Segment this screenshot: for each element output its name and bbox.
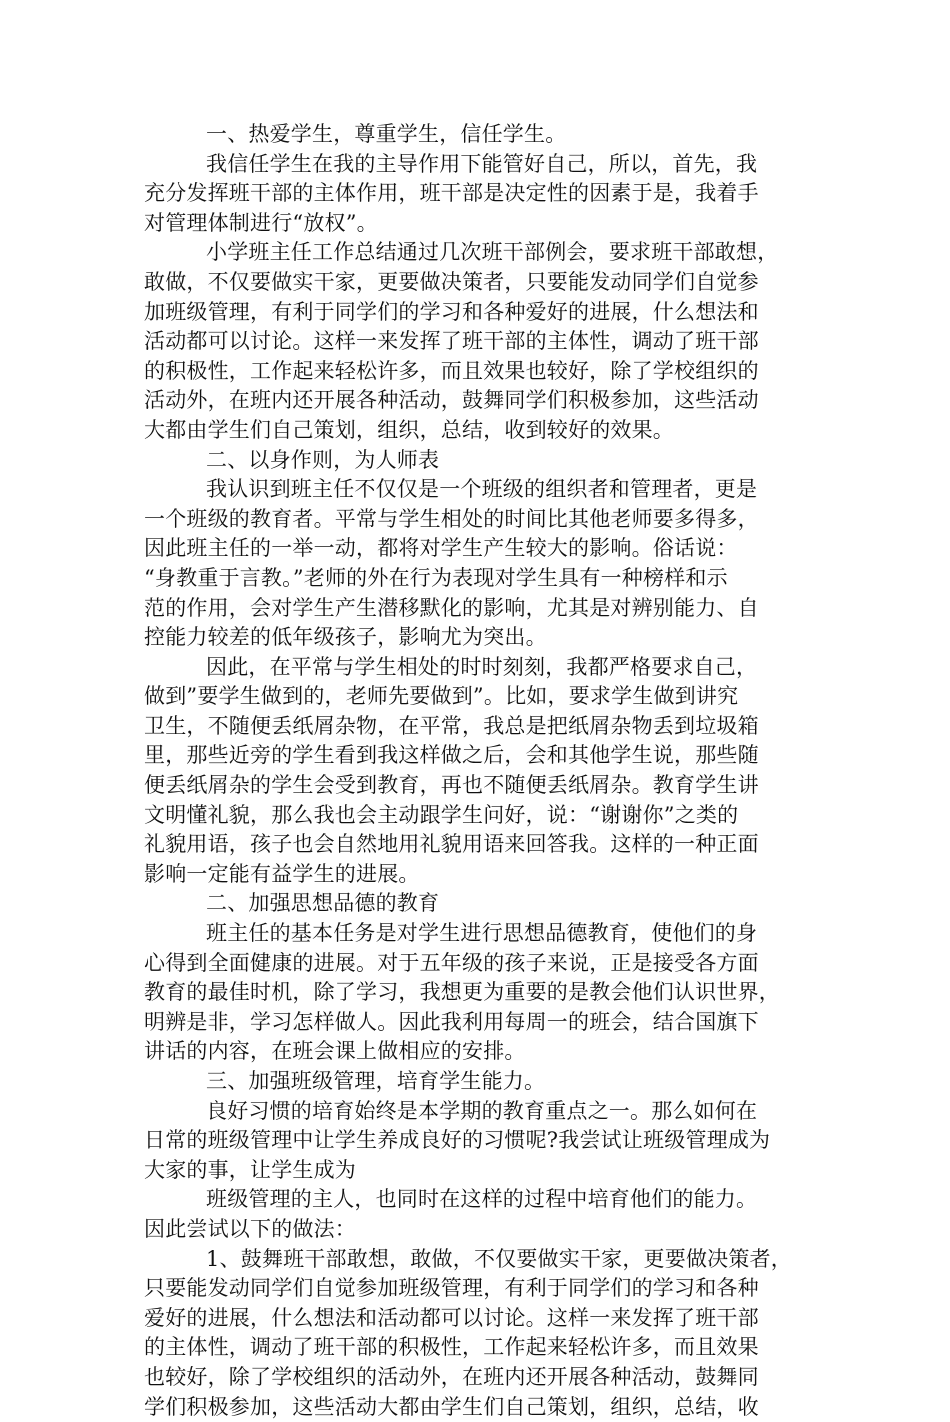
- text-line: 明辨是非，学习怎样做人。因此我利用每周一的班会，结合国旗下: [144, 1009, 759, 1034]
- text-line: 充分发挥班干部的主体作用，班干部是决定性的因素于是，我着手: [144, 181, 759, 206]
- text-line: 因此尝试以下的做法：: [144, 1216, 356, 1241]
- text-line: 只要能发动同学们自觉参加班级管理，有利于同学们的学习和各种: [144, 1276, 759, 1301]
- text-line: 大家的事，让学生成为: [144, 1157, 356, 1182]
- text-line: 的积极性，工作起来轻松许多，而且效果也较好，除了学校组织的: [144, 358, 759, 383]
- text-line: 里，那些近旁的学生看到我这样做之后，会和其他学生说，那些随: [144, 743, 759, 768]
- text-line: 爱好的进展，什么想法和活动都可以讨论。这样一来发挥了班干部: [144, 1305, 759, 1330]
- text-line: 文明懂礼貌，那么我也会主动跟学生问好，说：“谢谢你”之类的: [144, 802, 739, 827]
- text-line: 一、热爱学生，尊重学生，信任学生。: [206, 122, 567, 146]
- text-line: 对管理体制进行“放权”。: [144, 210, 378, 235]
- text-line: 二、以身作则，为人师表: [206, 447, 440, 472]
- text-line: 讲话的内容，在班会课上做相应的安排。: [144, 1039, 526, 1064]
- text-line: 日常的班级管理中让学生养成良好的习惯呢?我尝试让班级管理成为: [144, 1128, 771, 1153]
- text-line: 我认识到班主任不仅仅是一个班级的组织者和管理者，更是: [206, 477, 758, 502]
- document-body: [144, 120, 824, 1422]
- text-line: 活动都可以讨论。这样一来发挥了班干部的主体性，调动了班干部: [144, 329, 759, 354]
- text-line: 做到”要学生做到的，老师先要做到”。比如，要求学生做到讲究: [144, 684, 739, 709]
- text-line: 班级管理的主人，也同时在这样的过程中培育他们的能力。: [206, 1187, 758, 1212]
- text-line: 卫生，不随便丢纸屑杂物，在平常，我总是把纸屑杂物丢到垃圾箱: [144, 713, 759, 738]
- text-line: 也较好，除了学校组织的活动外，在班内还开展各种活动，鼓舞同: [144, 1364, 759, 1389]
- text-line: 教育的最佳时机，除了学习，我想更为重要的是教会他们认识世界，: [144, 980, 780, 1005]
- text-line: 大都由学生们自己策划，组织，总结，收到较好的效果。: [144, 417, 674, 442]
- text-line: 一个班级的教育者。平常与学生相处的时间比其他老师要多得多，: [144, 506, 759, 531]
- text-line: 小学班主任工作总结通过几次班干部例会，要求班干部敢想，: [206, 240, 779, 265]
- text-line: 敢做，不仅要做实干家，更要做决策者，只要能发动同学们自觉参: [144, 269, 759, 294]
- text-line: 影响一定能有益学生的进展。: [144, 861, 420, 886]
- text-line: “身教重于言教。”老师的外在行为表现对学生具有一种榜样和示: [144, 565, 728, 590]
- text-line: 心得到全面健康的进展。对于五年级的孩子来说，正是接受各方面: [144, 950, 759, 975]
- text-line: 加班级管理，有利于同学们的学习和各种爱好的进展，什么想法和: [144, 299, 759, 324]
- text-line: 活动外，在班内还开展各种活动，鼓舞同学们积极参加，这些活动: [144, 388, 759, 413]
- text-line: 二、加强思想品德的教育: [206, 891, 440, 916]
- text-line: 控能力较差的低年级孩子，影响尤为突出。: [144, 625, 547, 650]
- text-line: 的主体性，调动了班干部的积极性，工作起来轻松许多，而且效果: [144, 1335, 759, 1360]
- text-line: 因此班主任的一举一动，都将对学生产生较大的影响。俗话说：: [144, 536, 738, 561]
- text-line: 我信任学生在我的主导作用下能管好自己，所以，首先，我: [206, 151, 758, 176]
- text-line: 1、鼓舞班干部敢想，敢做，不仅要做实干家，更要做决策者，: [206, 1246, 792, 1271]
- text-line: 学们积极参加，这些活动大都由学生们自己策划，组织，总结，收: [144, 1394, 759, 1419]
- text-line: 范的作用，会对学生产生潜移默化的影响，尤其是对辨别能力、自: [144, 595, 759, 620]
- text-line: 三、加强班级管理，培育学生能力。: [206, 1069, 546, 1093]
- text-line: 礼貌用语，孩子也会自然地用礼貌用语来回答我。这样的一种正面: [144, 832, 759, 857]
- text-line: 因此，在平常与学生相处的时时刻刻，我都严格要求自己，: [206, 654, 758, 679]
- text-line: 班主任的基本任务是对学生进行思想品德教育，使他们的身: [206, 921, 758, 946]
- text-line: 便丢纸屑杂的学生会受到教育，再也不随便丢纸屑杂。教育学生讲: [144, 773, 759, 798]
- text-line: 良好习惯的培育始终是本学期的教育重点之一。那么如何在: [206, 1098, 758, 1123]
